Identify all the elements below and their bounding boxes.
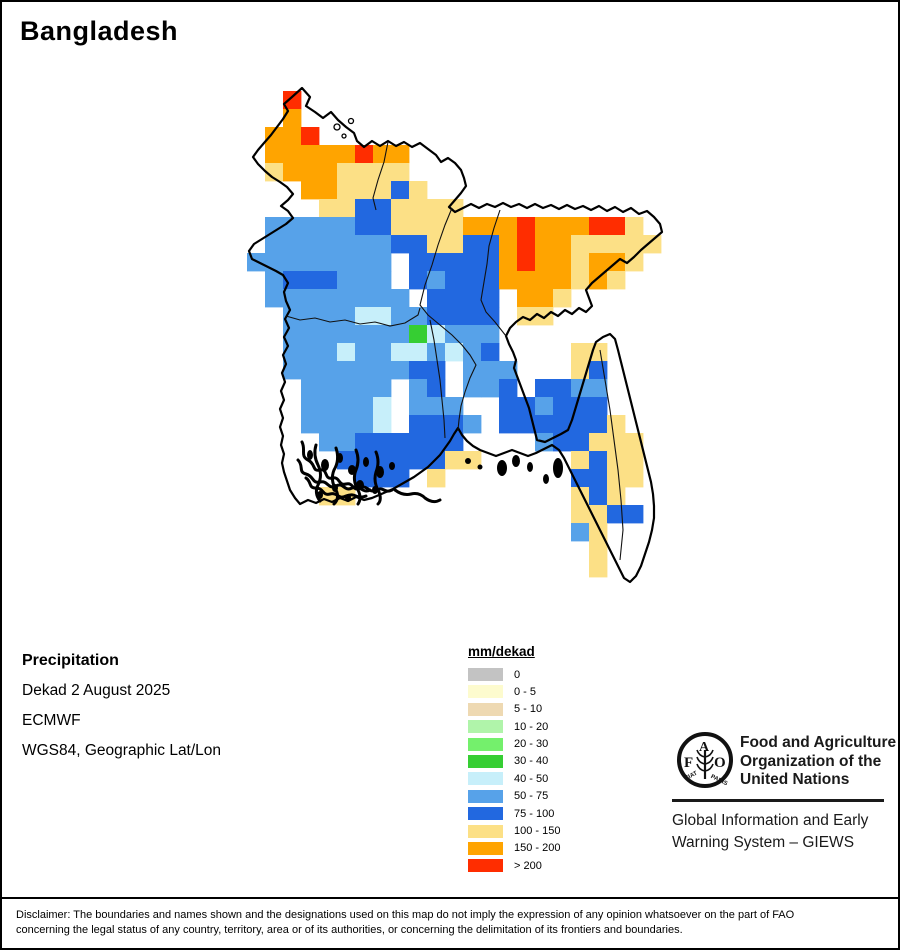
raster-cell [319, 397, 337, 415]
raster-cell [589, 415, 607, 433]
raster-cell [589, 379, 607, 397]
island-blob [332, 484, 338, 492]
island-blob [363, 457, 369, 467]
raster-cell [571, 433, 589, 451]
fao-organization-name: Food and Agriculture Organization of the United Nations [740, 734, 897, 788]
raster-cell [571, 271, 589, 289]
island-blob [356, 480, 364, 490]
raster-cell [319, 379, 337, 397]
raster-cell [409, 343, 427, 361]
raster-cell [535, 271, 553, 289]
raster-cell [391, 289, 409, 307]
legend-swatch [468, 790, 503, 803]
raster-cell [625, 217, 643, 235]
raster-cell [319, 325, 337, 343]
raster-cell [301, 379, 319, 397]
giews-label: Global Information and Early Warning System – GIEWS [672, 812, 869, 851]
legend-label: > 200 [514, 859, 542, 872]
raster-cell [625, 451, 643, 469]
raster-cell [391, 145, 409, 163]
raster-cell [319, 289, 337, 307]
legend-item [468, 738, 560, 751]
raster-cell [301, 163, 319, 181]
raster-cell [607, 271, 625, 289]
raster-cell [265, 289, 283, 307]
enclave-outline [342, 134, 346, 138]
raster-cell [445, 343, 463, 361]
raster-cell [589, 487, 607, 505]
raster-cell [337, 289, 355, 307]
raster-cell [571, 217, 589, 235]
raster-cell [301, 127, 319, 145]
svg-text:PANIS: PANIS [709, 774, 729, 788]
raster-cell [589, 217, 607, 235]
legend-item [468, 755, 560, 768]
raster-cell [463, 217, 481, 235]
raster-cell [643, 235, 661, 253]
raster-cell [409, 361, 427, 379]
legend-swatch [468, 703, 503, 716]
legend-label: 150 - 200 [514, 842, 561, 855]
island-blob [307, 450, 313, 460]
raster-cell [301, 343, 319, 361]
raster-cell [355, 163, 373, 181]
island-blob [345, 494, 351, 502]
raster-cell [427, 361, 445, 379]
raster-cell [571, 235, 589, 253]
raster-cell [409, 199, 427, 217]
raster-cell [535, 397, 553, 415]
map-info-block [22, 652, 221, 760]
raster-cell [409, 217, 427, 235]
raster-cell [337, 379, 355, 397]
raster-cell [427, 289, 445, 307]
raster-cell [391, 181, 409, 199]
raster-cell [409, 397, 427, 415]
raster-cell [481, 379, 499, 397]
raster-cell [337, 181, 355, 199]
raster-cell [553, 217, 571, 235]
raster-cell [301, 271, 319, 289]
fao-logo-icon [676, 731, 734, 789]
legend-item [468, 859, 560, 872]
raster-cell [481, 361, 499, 379]
raster-cell [427, 253, 445, 271]
raster-cell [373, 343, 391, 361]
legend-swatch [468, 755, 503, 768]
raster-cell [589, 235, 607, 253]
raster-cell [337, 361, 355, 379]
raster-cell [337, 433, 355, 451]
legend-swatch [468, 825, 503, 838]
raster-cell [301, 307, 319, 325]
source-label: ECMWF [22, 712, 81, 729]
raster-cell [337, 235, 355, 253]
raster-cell [373, 235, 391, 253]
dekad-label: Dekad 2 August 2025 [22, 682, 171, 699]
island-blob [527, 462, 533, 472]
raster-cell [517, 253, 535, 271]
raster-cell [517, 271, 535, 289]
island-blob [389, 462, 395, 470]
raster-cell [391, 235, 409, 253]
island-blob [317, 491, 323, 499]
raster-cell [517, 307, 535, 325]
raster-cell [589, 541, 607, 559]
raster-cell [589, 559, 607, 577]
raster-cell [607, 487, 625, 505]
raster-cell [319, 361, 337, 379]
island-blob [337, 453, 343, 463]
raster-cell [445, 307, 463, 325]
raster-cell [571, 343, 589, 361]
raster-cell [589, 271, 607, 289]
raster-cell [373, 181, 391, 199]
legend-label: 0 [514, 668, 521, 681]
raster-cell [301, 235, 319, 253]
raster-cell [301, 253, 319, 271]
legend-swatch [468, 842, 503, 855]
legend-label: 40 - 50 [514, 772, 549, 785]
raster-cell [553, 271, 571, 289]
enclave-outlines [334, 119, 354, 139]
raster-cell [589, 451, 607, 469]
raster-cell [481, 289, 499, 307]
raster-cell [607, 433, 625, 451]
raster-cell [301, 361, 319, 379]
legend-item [468, 703, 560, 716]
raster-cell [355, 235, 373, 253]
raster-cell [337, 343, 355, 361]
legend-item [468, 807, 560, 820]
raster-cell [409, 253, 427, 271]
raster-cell [409, 379, 427, 397]
raster-cell [445, 451, 463, 469]
raster-cell [301, 289, 319, 307]
raster-cell [355, 271, 373, 289]
raster-cell [535, 307, 553, 325]
raster-cell [427, 199, 445, 217]
raster-cell [499, 415, 517, 433]
svg-text:A: A [699, 740, 710, 755]
legend-swatch [468, 720, 503, 733]
island-blob [478, 465, 483, 470]
raster-cell [265, 235, 283, 253]
raster-cell [535, 379, 553, 397]
legend-swatch [468, 772, 503, 785]
raster-cell [625, 505, 643, 523]
raster-cell [373, 415, 391, 433]
island-blob [512, 455, 520, 467]
legend-swatch [468, 668, 503, 681]
disclaimer: Disclaimer: The boundaries and names shown and the designations used on this map do not imply the expression of any opinion whatsoever on the part of FAO concerning the legal status of any country, territory, area or of its authorities, or concerning the delimitation of its frontiers and boundaries. [0, 897, 900, 938]
raster-cell [373, 325, 391, 343]
raster-cell [409, 325, 427, 343]
raster-cell [319, 181, 337, 199]
raster-cell [535, 217, 553, 235]
raster-cell [517, 217, 535, 235]
raster-cell [391, 325, 409, 343]
raster-cell [427, 469, 445, 487]
raster-cell [463, 361, 481, 379]
raster-cell [355, 343, 373, 361]
raster-cell [427, 433, 445, 451]
raster-cell [319, 343, 337, 361]
raster-cell [481, 235, 499, 253]
legend-label: 50 - 75 [514, 790, 549, 803]
raster-cell [283, 235, 301, 253]
raster-cell [337, 199, 355, 217]
legend-item [468, 668, 560, 681]
raster-cell [373, 253, 391, 271]
raster-cell [319, 199, 337, 217]
raster-cell [301, 415, 319, 433]
raster-cell [607, 415, 625, 433]
island-blob [543, 474, 549, 484]
raster-cell [355, 181, 373, 199]
raster-cell [301, 181, 319, 199]
raster-cell [301, 397, 319, 415]
raster-cell [355, 289, 373, 307]
legend-item [468, 825, 560, 838]
raster-cell [265, 145, 283, 163]
page-title: Bangladesh [20, 16, 179, 46]
raster-cell [445, 271, 463, 289]
raster-cell [535, 289, 553, 307]
raster-cell [355, 379, 373, 397]
raster-cell [463, 307, 481, 325]
legend-items [468, 668, 560, 872]
raster-cell [499, 253, 517, 271]
legend-item [468, 772, 560, 785]
raster-cell [409, 451, 427, 469]
island-blob [465, 458, 471, 464]
raster-cell [319, 235, 337, 253]
raster-cell [283, 253, 301, 271]
svg-text:F: F [684, 755, 694, 771]
raster-cell [427, 271, 445, 289]
raster-cell [535, 415, 553, 433]
precipitation-map[interactable] [240, 70, 670, 590]
raster-cell [445, 325, 463, 343]
raster-cell [355, 397, 373, 415]
legend-label: 5 - 10 [514, 703, 543, 716]
raster-cell [499, 271, 517, 289]
raster-cell [319, 253, 337, 271]
raster-cell [607, 469, 625, 487]
island-blob [372, 486, 378, 494]
raster-cell [445, 235, 463, 253]
coastline-scribble [395, 490, 440, 502]
raster-cell [463, 325, 481, 343]
raster-cell [337, 415, 355, 433]
raster-cell [373, 289, 391, 307]
raster-cell [409, 235, 427, 253]
legend [468, 644, 560, 877]
raster-cell [445, 289, 463, 307]
raster-cell [409, 307, 427, 325]
legend-swatch [468, 685, 503, 698]
raster-cell [391, 217, 409, 235]
raster-cell [589, 253, 607, 271]
raster-cell [337, 163, 355, 181]
raster-cell [463, 253, 481, 271]
raster-cell [607, 217, 625, 235]
raster-cell [571, 523, 589, 541]
island-blob [348, 465, 356, 475]
raster-cell [265, 253, 283, 271]
raster-cell [553, 253, 571, 271]
layer-name: Precipitation [22, 652, 119, 669]
raster-cell [589, 433, 607, 451]
raster-cell [391, 307, 409, 325]
raster-cell [553, 289, 571, 307]
raster-cell [355, 361, 373, 379]
legend-item [468, 842, 560, 855]
raster-cell [571, 253, 589, 271]
projection-label: WGS84, Geographic Lat/Lon [22, 742, 222, 759]
raster-cell [391, 343, 409, 361]
raster-cell [319, 415, 337, 433]
legend-label: 10 - 20 [514, 720, 549, 733]
raster-cell [337, 145, 355, 163]
raster-cell [535, 253, 553, 271]
raster-cell [391, 199, 409, 217]
raster-cell [427, 379, 445, 397]
legend-label: 100 - 150 [514, 825, 561, 838]
raster-cell [373, 379, 391, 397]
legend-item [468, 685, 560, 698]
legend-label: 0 - 5 [514, 685, 537, 698]
raster-cell [445, 253, 463, 271]
legend-item [468, 720, 560, 733]
raster-cell [463, 289, 481, 307]
raster-cell [355, 217, 373, 235]
svg-text:FIAT: FIAT [684, 770, 699, 782]
legend-title: mm/dekad [468, 644, 535, 659]
raster-cell [319, 163, 337, 181]
enclave-outline [349, 119, 354, 124]
raster-cell [625, 469, 643, 487]
raster-cell [283, 145, 301, 163]
raster-cell [319, 217, 337, 235]
raster-cell [589, 469, 607, 487]
raster-cell [553, 379, 571, 397]
raster-cell [337, 217, 355, 235]
raster-cell [409, 181, 427, 199]
raster-cell [463, 379, 481, 397]
raster-cell [283, 127, 301, 145]
raster-cell [445, 217, 463, 235]
raster-cell [571, 451, 589, 469]
island-blob [376, 466, 384, 478]
raster-cell [373, 145, 391, 163]
raster-cell [301, 145, 319, 163]
raster-cell [463, 271, 481, 289]
raster-cell [319, 271, 337, 289]
raster-cell [571, 505, 589, 523]
raster-cell [481, 325, 499, 343]
island-blob [321, 459, 329, 471]
raster-cell [373, 217, 391, 235]
svg-text:O: O [714, 755, 726, 771]
raster-cell [391, 163, 409, 181]
raster-cell [553, 235, 571, 253]
raster-cell [553, 397, 571, 415]
raster-cell [319, 307, 337, 325]
raster-cell [499, 379, 517, 397]
raster-cell [337, 253, 355, 271]
raster-cell [355, 433, 373, 451]
enclave-outline [334, 124, 340, 130]
legend-swatch [468, 738, 503, 751]
raster-cell [337, 271, 355, 289]
raster-cell [391, 433, 409, 451]
legend-item [468, 790, 560, 803]
raster-cell [355, 253, 373, 271]
raster-cell [391, 361, 409, 379]
raster-cells [247, 91, 661, 577]
raster-cell [373, 433, 391, 451]
raster-cell [463, 235, 481, 253]
raster-cell [283, 163, 301, 181]
raster-cell [319, 145, 337, 163]
raster-cell [427, 415, 445, 433]
raster-cell [499, 235, 517, 253]
raster-cell [589, 397, 607, 415]
raster-cell [517, 235, 535, 253]
legend-label: 30 - 40 [514, 755, 549, 768]
legend-label: 20 - 30 [514, 738, 549, 751]
raster-cell [373, 271, 391, 289]
raster-cell [301, 217, 319, 235]
raster-cell [337, 397, 355, 415]
raster-cell [355, 199, 373, 217]
raster-cell [481, 253, 499, 271]
raster-cell [535, 235, 553, 253]
raster-cell [337, 307, 355, 325]
legend-swatch [468, 859, 503, 872]
raster-cell [517, 289, 535, 307]
raster-cell [607, 235, 625, 253]
raster-cell [499, 217, 517, 235]
raster-cell [463, 415, 481, 433]
raster-cell [481, 343, 499, 361]
raster-cell [373, 361, 391, 379]
legend-label: 75 - 100 [514, 807, 555, 820]
raster-cell [409, 415, 427, 433]
raster-cell [355, 325, 373, 343]
island-blob [497, 460, 507, 476]
raster-cell [301, 325, 319, 343]
raster-cell [373, 397, 391, 415]
island-blob [553, 458, 563, 478]
raster-cell [283, 109, 301, 127]
raster-cell [409, 433, 427, 451]
raster-cell [355, 415, 373, 433]
footer-divider [672, 799, 884, 802]
raster-cell [337, 325, 355, 343]
raster-cell [499, 397, 517, 415]
legend-swatch [468, 807, 503, 820]
